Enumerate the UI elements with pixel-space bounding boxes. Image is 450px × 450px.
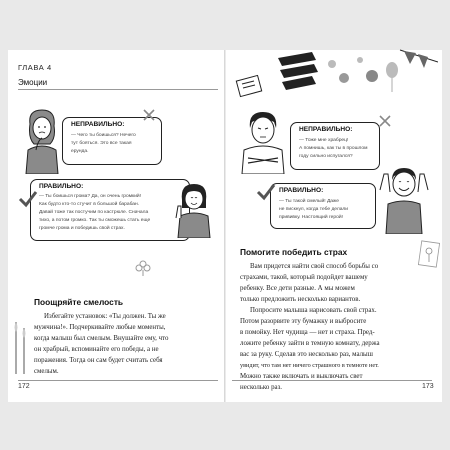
right-line: не пискнул, когда тебе делали (279, 207, 349, 212)
decorative-header-art (232, 48, 438, 108)
paragraph-line: вас за руку. Сделав это несколько раз, малыш (240, 351, 373, 358)
paragraph-line: смелым. (34, 368, 59, 375)
paragraph-line: Вам придется найти свой способ борьбы со (250, 263, 379, 270)
page-number: 172 (18, 383, 30, 390)
paragraph-line: он храбрый, вспоминайте его победы, а не (34, 346, 159, 353)
right-line: — Ты такой смелый! Даже (279, 199, 340, 204)
footer-rule (18, 380, 218, 381)
wrong-label: НЕПРАВИЛЬНО: (299, 126, 353, 133)
paragraph-line: Можно также включать и выключать свет (240, 373, 363, 380)
paragraph-line: Потом разорвите эту бумажку и выбросите (240, 318, 367, 325)
wrong-example-bubble (62, 117, 162, 165)
paragraph-line: когда малыш был смелым. Внушайте ему, что (34, 335, 169, 342)
stern-man-illustration (238, 108, 288, 174)
paragraph-line: Попросите малыша нарисовать свой страх. (250, 307, 377, 314)
book-gutter (224, 50, 226, 402)
right-line: тихо, а потом громко. Так ты сможешь стать еще (39, 218, 151, 223)
paragraph-line: поражения. Тогда он сам будет считать себя (34, 357, 163, 364)
paint-brushes-doodle (10, 318, 30, 376)
wrong-example-bubble (290, 122, 380, 170)
cross-mark-icon (142, 108, 156, 122)
paragraph-line: в помойку. Нет чудища — нет и страха. Пред- (240, 329, 375, 336)
clover-doodle (134, 259, 152, 277)
right-label: ПРАВИЛЬНО: (39, 183, 84, 190)
girl-thumbs-up-illustration (172, 178, 216, 238)
left-heading: Поощряйте смелость (34, 297, 124, 307)
paragraph-line: увидит, что там нет ничего страшного в темноте нет. (240, 362, 379, 369)
right-line: громче грома и победишь свой страх. (39, 226, 125, 231)
worried-girl-illustration (16, 104, 68, 174)
section-divider (18, 89, 218, 90)
paragraph-line: страхами, такой, который подойдет вашему (240, 274, 368, 281)
chapter-label: ГЛАВА 4 (18, 63, 52, 72)
happy-boy-illustration (378, 160, 430, 234)
cross-mark-icon (378, 114, 392, 128)
page-number: 173 (422, 383, 434, 390)
paragraph-line: Избегайте установок: «Ты должен. Ты же (44, 313, 166, 320)
wrong-line: А помнишь, как ты в прошлом (299, 146, 368, 151)
wrong-line: ерунда. (71, 149, 89, 154)
right-example-bubble (30, 179, 190, 241)
paragraph-line: ребенку. Все дети разные. А мы можем (240, 285, 355, 292)
wrong-line: году сильно испугался? (299, 154, 353, 159)
paragraph-line: ложите ребенку зайти в темную комнату, держа (240, 340, 380, 347)
right-label: ПРАВИЛЬНО: (279, 187, 324, 194)
wrong-line: — Тоже мне храбрец! (299, 138, 349, 143)
right-line: прививку. Настоящий герой! (279, 215, 343, 220)
wrong-line: — Чего ты боишься? Нечего (71, 133, 136, 138)
section-title: Эмоции (18, 78, 48, 87)
check-mark-icon (18, 190, 38, 208)
right-line: Как будто кто-то стучит в большой барабан. (39, 202, 140, 207)
right-line: — Ты боишься грома? Да, он очень громкий! (39, 194, 142, 199)
check-mark-icon (256, 183, 276, 201)
flower-doodle (418, 240, 440, 268)
right-line: Давай тоже так постучим по кастрюле. Сначала (39, 210, 149, 215)
right-heading: Помогите победить страх (240, 247, 348, 257)
paragraph-line: только предложить несколько вариантов. (240, 296, 361, 303)
right-example-bubble (270, 183, 376, 229)
paragraph-line: мужчина!». Подчеркивайте любые моменты, (34, 324, 166, 331)
footer-rule (232, 380, 432, 381)
wrong-label: НЕПРАВИЛЬНО: (71, 121, 125, 128)
paragraph-line: несколько раз. (240, 384, 283, 391)
wrong-line: тут бояться. Это все такая (71, 141, 132, 146)
